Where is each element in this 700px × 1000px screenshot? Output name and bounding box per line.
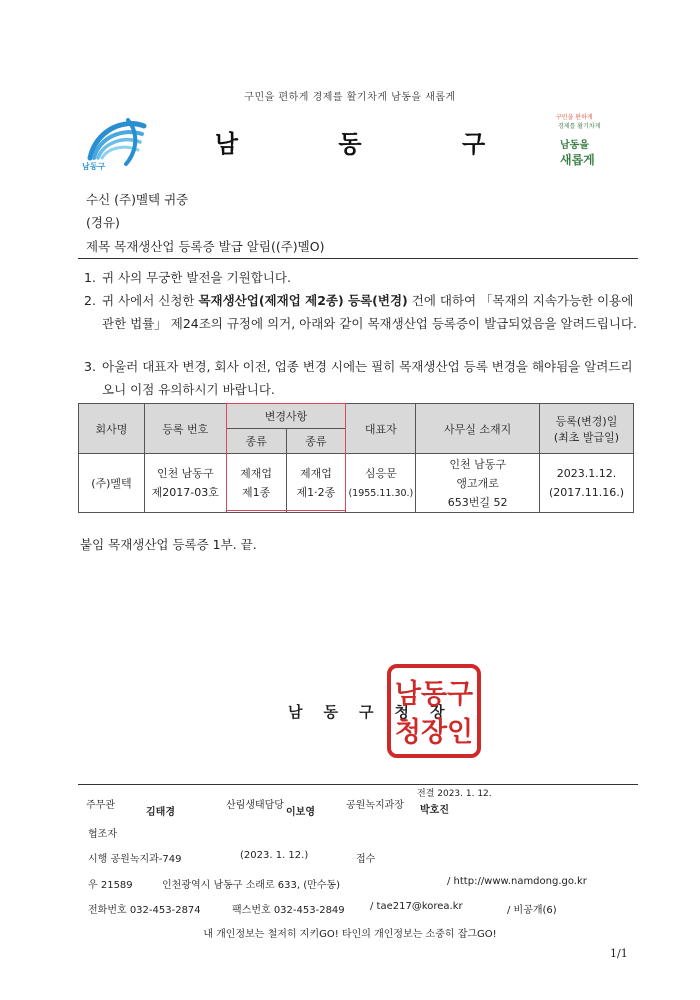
org-title: 남 동 구: [214, 130, 532, 158]
item-text: 귀 사의 무궁한 발전을 기원합니다.: [102, 270, 291, 285]
cell-company: (주)멜텍: [79, 454, 145, 513]
approve-label: 전결 2023. 1. 12.: [417, 789, 492, 799]
cell-type-after: [286, 454, 346, 513]
slogan: 구민을 편하게 경제를 활기차게 남동을 새롭게: [244, 92, 456, 103]
privacy-slogan: 내 개인정보는 철저히 지키GO! 타인의 개인정보는 소중히 잡그GO!: [203, 929, 497, 940]
header-office: 사무실 소재지: [416, 404, 540, 454]
item-text-pre: 귀 사에서 신청한: [102, 293, 199, 308]
item-number: 1.: [84, 270, 96, 285]
cell-date: [540, 454, 634, 513]
body-item-3: [84, 355, 644, 401]
cell-type-before-line1: 제재업: [240, 467, 273, 480]
approver-role: 공원녹지과장: [346, 800, 404, 811]
header-change: 변경사항: [226, 404, 346, 429]
header-company: 회사명: [79, 404, 145, 454]
email-address: / tae217@korea.kr: [370, 901, 463, 912]
drafter-name: 김태경: [146, 807, 175, 818]
attachment-note: 붙임 목재생산업 등록증 1부. 끝.: [80, 537, 257, 552]
signer-title: 남동구청장: [288, 703, 466, 721]
subject: 제목 목재생산업 등록증 발급 알림((주)멜O): [86, 239, 325, 254]
cell-rep-birth: (1955.11.30.): [348, 487, 414, 499]
cell-office-line1: 인천 남동구: [449, 457, 506, 471]
fax-number: 팩스번호 032-453-2849: [232, 905, 345, 916]
enforce-date: (2023. 1. 12.): [240, 850, 309, 861]
cell-office: [416, 454, 540, 513]
cooperator: 협조자: [88, 829, 117, 840]
seal-stamp-icon: [386, 663, 482, 759]
office-address: 인천광역시 남동구 소래로 633, (만수동): [162, 880, 341, 891]
item-number: 2.: [84, 293, 96, 308]
logo-label: 남동구: [82, 162, 106, 171]
drafter-role: 주무관: [86, 800, 115, 811]
seal-bottom-text: 청장인: [394, 717, 474, 748]
item-text-bold: 목재생산업(제재업 제2종) 등록(변경): [198, 293, 408, 308]
divider: [78, 258, 638, 259]
header-date: [540, 404, 634, 454]
slogan-logo-line1: 구민을 편하게: [556, 114, 593, 121]
slogan-logo-line3: 남동을: [560, 140, 589, 151]
reviewer-role: 산림생태담당: [226, 800, 284, 811]
header-reg-no: 등록 번호: [144, 404, 226, 454]
via: (경유): [86, 215, 120, 230]
header-rep: 대표자: [346, 404, 416, 454]
slogan-logo: [556, 112, 646, 168]
footer-divider: [78, 784, 638, 785]
cell-reg-no-line2: 제2017-03호: [151, 486, 219, 499]
cell-type-after-line2: 제1·2종: [296, 486, 336, 499]
enforce-number: 시행 공원녹지과-749: [88, 854, 182, 865]
body-item-1: [84, 266, 644, 289]
cell-rep-name: 심응문: [364, 466, 397, 480]
cell-date-line1: 2023.1.12.: [556, 467, 617, 480]
cell-reg-no: [144, 454, 226, 513]
disclosure-status: / 비공개(6): [507, 905, 557, 916]
cell-type-before: [226, 454, 286, 513]
header-type-before: 종류: [226, 429, 286, 454]
cell-office-line2: 앵고개로: [456, 476, 499, 490]
item-text: [102, 289, 644, 335]
body-item-2: [84, 289, 644, 335]
reviewer-name: 이보영: [286, 807, 315, 818]
cell-type-after-line1: 제재업: [299, 467, 332, 480]
table-row: [79, 454, 634, 513]
page-number: 1/1: [610, 947, 628, 960]
header-date-line1: 등록(변경)일: [555, 414, 618, 428]
item-text-post: 건에 대하여 「목재의 지속가능한 이용에 관한 법률」 제24조의 규정에 의거, 아래와 같이 목재생산업 등록증이 발급되었음을 알려드립니다.: [102, 293, 637, 331]
cell-rep: [346, 454, 416, 513]
slogan-logo-line4: 새롭게: [560, 153, 595, 167]
homepage-url: / http://www.namdong.go.kr: [447, 876, 587, 887]
cell-date-line2: (2017.11.16.): [548, 486, 625, 499]
cell-office-line3: 653번길 52: [447, 495, 508, 509]
item-text: 아울러 대표자 변경, 회사 이전, 업종 변경 시에는 필히 목재생산업 등록 변경을 해야됨을 알려드리오니 이점 유의하시기 바랍니다.: [102, 359, 633, 397]
item-number: 3.: [84, 359, 96, 374]
phone-number: 전화번호 032-453-2874: [88, 905, 201, 916]
slogan-logo-line2: 경제를 활기차게: [558, 123, 601, 130]
registration-table: [78, 403, 634, 513]
approver-name: 박호진: [420, 805, 449, 816]
receive-label: 접수: [356, 854, 376, 865]
cell-reg-no-line1: 인천 남동구: [156, 467, 214, 480]
seal-top-text: 남동구: [394, 679, 474, 710]
official-seal: [386, 663, 482, 759]
postal-code: 우 21589: [88, 880, 133, 891]
header-date-line2: (최초 발급일): [553, 430, 620, 444]
cell-type-before-line2: 제1종: [241, 486, 271, 499]
recipient: 수신 (주)멜텍 귀중: [86, 192, 189, 207]
header-type-after: 종류: [286, 429, 346, 454]
